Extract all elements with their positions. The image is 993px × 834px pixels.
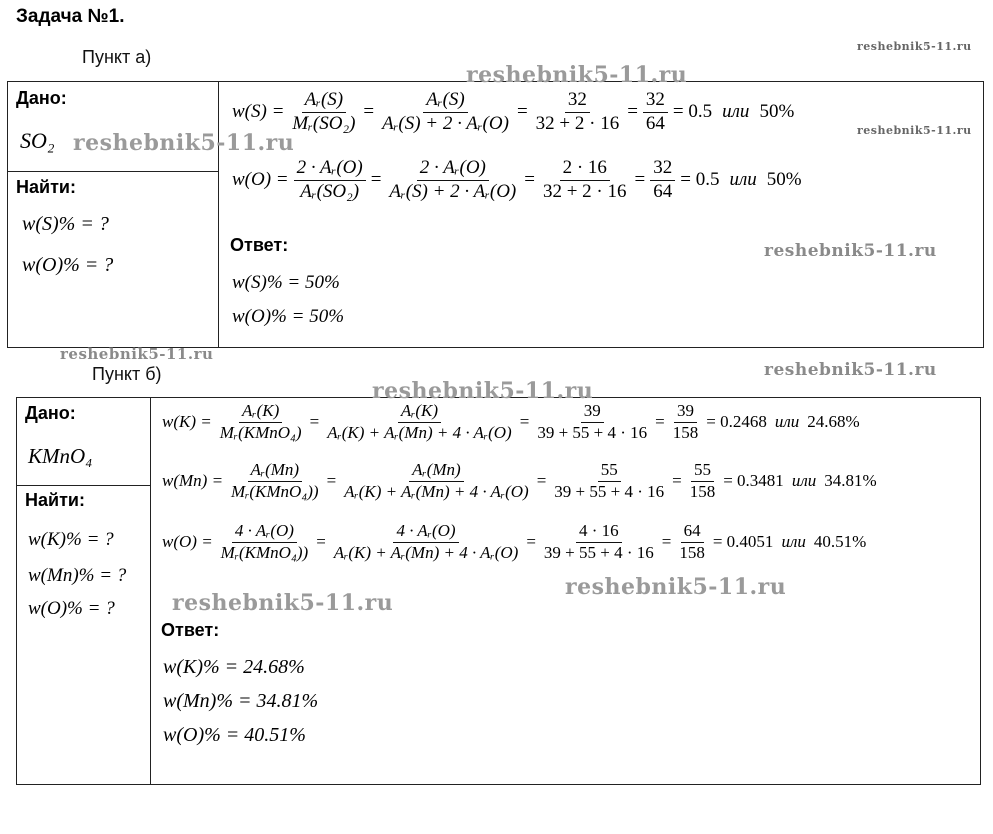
part-a-heading: Пункт а) xyxy=(82,47,152,67)
eq-numerator: Aᵣ(K) xyxy=(239,402,282,423)
watermark: reshebnik5-11.ru xyxy=(857,40,972,53)
eq-numerator: 2 · Aᵣ(O) xyxy=(294,158,366,181)
eq-numerator: 39 xyxy=(674,402,697,423)
eq-ili: или xyxy=(791,471,817,491)
eq-numerator: 55 xyxy=(691,461,714,482)
eq-numerator: 64 xyxy=(681,522,704,543)
eq-numerator: 2 · 16 xyxy=(560,158,610,181)
eq-numerator: 55 xyxy=(598,461,621,482)
part-a-find-label: Найти: xyxy=(16,177,76,197)
eq-denominator: Mᵣ(KMnO₄)) xyxy=(220,542,309,562)
part-b-equation-o: w(O) = $\frac{\text{4 · Aᵣ(O)}}{\text{Mᵣ(KMnO₄))}}$ = $\frac{\text{4 · Aᵣ(O)}}{\text{Aᵣ(K) + Aᵣ(Mn) + 4 · Aᵣ(O)}}$ = $\frac{4 \cdot 16}{39 + 55 + 4 \cdot 16}$ = $\frac{64}{158}$ = 0.4051 или 40.51% xyxy=(162,521,867,562)
eq-numerator: 32 xyxy=(650,158,675,181)
eq-result: = 0.4051 xyxy=(712,532,774,552)
part-b-answer: w(Mn)% = 34.81% xyxy=(163,690,319,712)
eq-numerator: Aᵣ(Mn) xyxy=(248,461,303,482)
part-b-heading: Пункт б) xyxy=(92,364,162,384)
eq-lhs: w(S) = xyxy=(232,101,285,123)
eq-denominator: Aᵣ(SO₂) xyxy=(300,180,360,202)
eq-denominator: 39 + 55 + 4 · 16 xyxy=(543,542,654,562)
problem-title: Задача №1. xyxy=(16,6,125,27)
eq-percent: 24.68% xyxy=(807,412,860,432)
eq-ili: или xyxy=(722,101,750,123)
eq-denominator: Mᵣ(KMnO₄) xyxy=(219,422,302,442)
eq-numerator: 4 · 16 xyxy=(576,522,622,543)
eq-denominator: 64 xyxy=(645,112,665,134)
eq-denominator: 64 xyxy=(653,180,673,202)
eq-numerator: 4 · Aᵣ(O) xyxy=(393,522,458,543)
part-a-given-label: Дано: xyxy=(16,88,67,108)
eq-denominator: Aᵣ(K) + Aᵣ(Mn) + 4 · Aᵣ(O) xyxy=(327,422,512,442)
eq-denominator: 158 xyxy=(689,481,716,501)
part-b-answer-label: Ответ: xyxy=(161,620,220,640)
eq-numerator: 39 xyxy=(581,402,604,423)
eq-lhs: w(Mn) = xyxy=(162,471,224,491)
part-b-equation-k: w(K) = $\frac{\text{Aᵣ(K)}}{\text{Mᵣ(KMnO₄)}}$ = $\frac{\text{Aᵣ(K)}}{\text{Aᵣ(K) + Aᵣ(Mn) + 4 · Aᵣ(O)}}$ = $\frac{39}{39 + 55 + 4 \cdot 16}$ = $\frac{39}{158}$ = 0.2468 или 24.68% xyxy=(162,401,860,442)
part-a-find-item: w(S)% = ? xyxy=(22,213,109,235)
eq-result: = 0.5 xyxy=(680,169,720,191)
part-a-equation-s: w(S) = $\frac{\text{Aᵣ(S)}}{\text{Mᵣ(SO₂)}}$ = $\frac{\text{Aᵣ(S)}}{\text{Aᵣ(S) + 2 · Aᵣ(O)}}$ = $\frac{32}{32 + 2 \cdot 16}$ = $\frac{32}{64}$ = 0.5 или 50% xyxy=(232,89,795,134)
eq-denominator: 39 + 55 + 4 · 16 xyxy=(554,481,665,501)
eq-denominator: Aᵣ(S) + 2 · Aᵣ(O) xyxy=(389,180,517,202)
part-a-answer: w(O)% = 50% xyxy=(232,306,345,327)
eq-result: = 0.3481 xyxy=(723,471,784,491)
watermark: reshebnik5-11.ru xyxy=(764,241,937,261)
eq-lhs: w(O) = xyxy=(162,532,213,552)
part-a-given-formula: SO₂ xyxy=(20,128,55,153)
eq-lhs: w(K) = xyxy=(162,412,212,432)
part-a-given-separator xyxy=(7,171,218,172)
eq-denominator: Mᵣ(SO₂) xyxy=(292,112,356,134)
eq-numerator: 4 · Aᵣ(O) xyxy=(232,522,297,543)
eq-denominator: 32 + 2 · 16 xyxy=(535,112,620,134)
watermark: reshebnik5-11.ru xyxy=(60,345,214,363)
watermark: reshebnik5-11.ru xyxy=(857,124,972,137)
part-a-equation-o: w(O) = $\frac{\text{2 · Aᵣ(O)}}{\text{Aᵣ(SO₂)}}$ = $\frac{\text{2 · Aᵣ(O)}}{\text{Aᵣ(S) + 2 · Aᵣ(O)}}$ = $\frac{2 \cdot 16}{32 + 2 \cdot 16}$ = $\frac{32}{64}$ = 0.5 или 50% xyxy=(232,157,802,202)
eq-lhs: w(O) = xyxy=(232,169,289,191)
eq-percent: 40.51% xyxy=(813,532,867,552)
part-b-find-item: w(Mn)% = ? xyxy=(28,565,127,586)
part-b-given-separator xyxy=(16,485,150,486)
part-b-find-item: w(K)% = ? xyxy=(28,529,114,550)
watermark: reshebnik5-11.ru xyxy=(73,130,295,156)
eq-denominator: Mᵣ(KMnO₄)) xyxy=(231,481,319,501)
eq-denominator: 39 + 55 + 4 · 16 xyxy=(537,422,648,442)
eq-ili: или xyxy=(729,169,757,191)
watermark: reshebnik5-11.ru xyxy=(372,378,594,404)
eq-denominator: 158 xyxy=(679,542,705,562)
part-b-find-item: w(O)% = ? xyxy=(28,598,115,619)
eq-denominator: 158 xyxy=(672,422,699,442)
watermark: reshebnik5-11.ru xyxy=(172,590,394,616)
eq-result: = 0.5 xyxy=(672,101,713,123)
part-b-table xyxy=(16,397,981,785)
eq-denominator: 32 + 2 · 16 xyxy=(542,180,627,202)
part-a-answer: w(S)% = 50% xyxy=(232,272,340,293)
eq-ili: или xyxy=(781,532,806,552)
watermark: reshebnik5-11.ru xyxy=(565,574,787,600)
part-a-find-item: w(O)% = ? xyxy=(22,254,114,276)
part-b-answer: w(K)% = 24.68% xyxy=(163,656,305,678)
eq-numerator: 32 xyxy=(643,90,668,113)
eq-numerator: Aᵣ(S) xyxy=(423,90,467,113)
part-b-find-label: Найти: xyxy=(25,490,85,510)
eq-numerator: Aᵣ(K) xyxy=(398,402,441,423)
part-b-equation-mn: w(Mn) = $\frac{\text{Aᵣ(Mn)}}{\text{Mᵣ(KMnO₄))}}$ = $\frac{\text{Aᵣ(Mn)}}{\text{Aᵣ(K) + Aᵣ(Mn) + 4 · Aᵣ(O)}}$ = $\frac{55}{39 + 55 + 4 \cdot 16}$ = $\frac{55}{158}$ = 0.3481 или 34.81% xyxy=(162,460,877,501)
eq-denominator: Aᵣ(S) + 2 · Aᵣ(O) xyxy=(382,112,509,134)
part-b-divider xyxy=(150,397,151,785)
eq-numerator: 2 · Aᵣ(O) xyxy=(417,158,489,181)
part-b-given-label: Дано: xyxy=(25,403,76,423)
eq-numerator: Aᵣ(S) xyxy=(302,90,346,113)
eq-denominator: Aᵣ(K) + Aᵣ(Mn) + 4 · Aᵣ(O) xyxy=(333,542,519,562)
eq-percent: 50% xyxy=(766,169,802,191)
part-b-answer: w(O)% = 40.51% xyxy=(163,724,306,746)
part-a-divider xyxy=(218,81,219,348)
watermark: reshebnik5-11.ru xyxy=(764,360,937,380)
eq-numerator: 32 xyxy=(565,90,590,113)
eq-denominator: Aᵣ(K) + Aᵣ(Mn) + 4 · Aᵣ(O) xyxy=(344,481,529,501)
eq-percent: 34.81% xyxy=(824,471,877,491)
eq-ili: или xyxy=(774,412,800,432)
watermark: reshebnik5-11.ru xyxy=(466,62,688,88)
eq-percent: 50% xyxy=(759,101,795,123)
eq-numerator: Aᵣ(Mn) xyxy=(409,461,464,482)
eq-result: = 0.2468 xyxy=(706,412,767,432)
part-b-given-formula: KMnO₄ xyxy=(28,444,93,468)
part-a-answer-label: Ответ: xyxy=(230,235,289,255)
